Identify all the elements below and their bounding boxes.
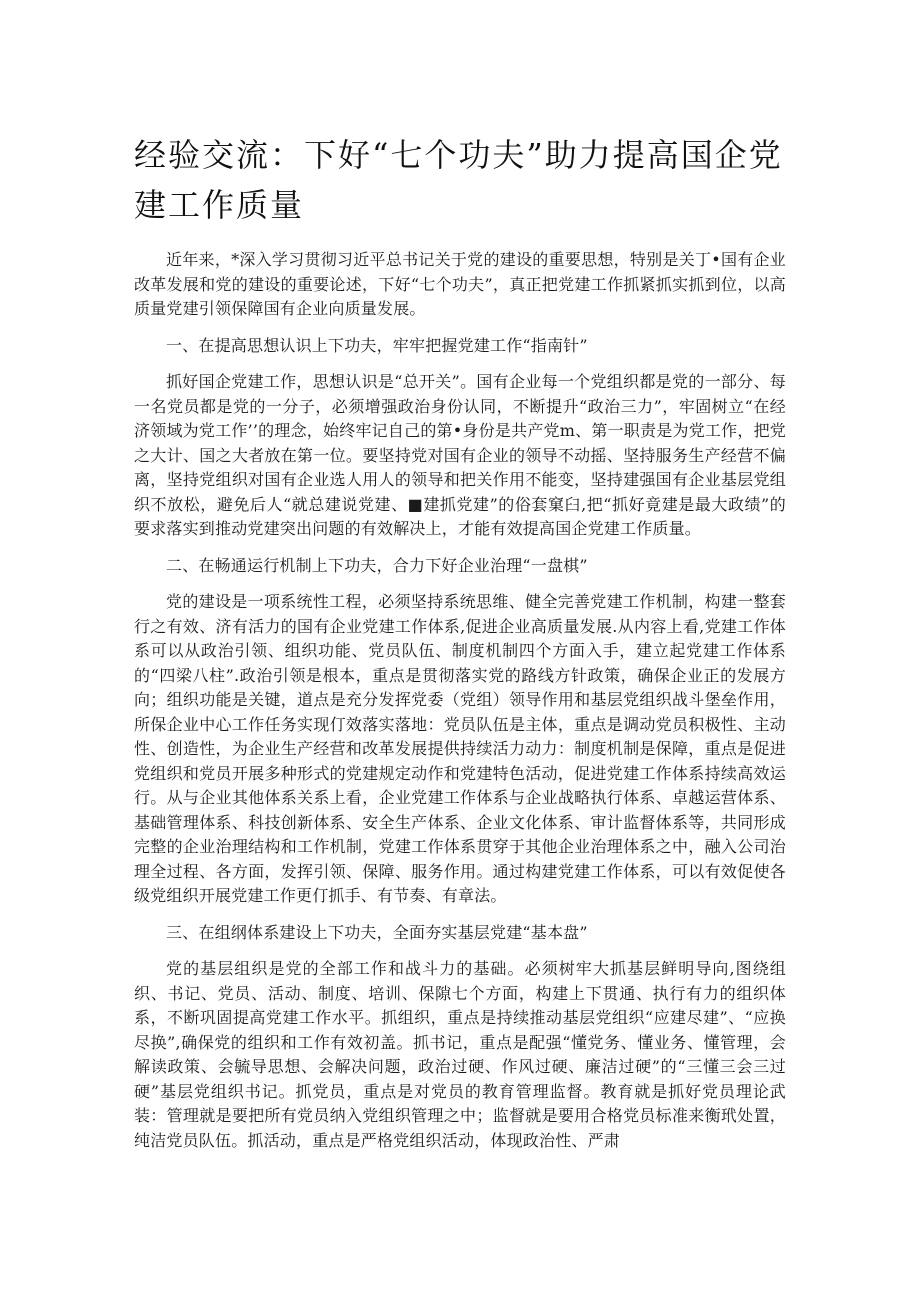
section-2-body: 党的建设是一项系统性工程，必须坚持系统思维、健全完善党建工作机制，构建一整套行之有效、济有活力的国有企业党建工作体系,促进企业高质量发展.从内容上看,党建工作体系可以从政治引领、组织功能、党员队伍、制度机制四个方面入手，建立起党建工作体系的“四梁八柱”.政治引领是根本，重点是贯彻落实党的路线方针政策，确保企业正的发展方向；组织功能是关键，道点是充分发挥党委（党组）领导作用和基层党组织战斗堡垒作用，所保企业中心工作任务实现仃效落实落地：党员队伍是主体，重点是调动党员积极性、主动性、创造性，为企业生产经营和改革发展提供持续活力动力：制度机制是保障，重点是促进党组织和党员开展多种形式的党建规定动作和党建特色活动，促进党建工作体系持续高效运行。从与企业其他体系关系上看，企业党建工作体系与企业战略执行体系、卓越运营体系、基础管理体系、科技创新体系、安全生产体系、企业文化体系、审计监督体系等，共同形成完整的企业治理结构和工作机制，党建工作体系贯穿于其他企业治理体系之中，融入公司治理全过程、各方面，发挥引领、保障、服务作用。通过构建党建工作体系，可以有效促使各级党组织开展党建工作更仃抓手、有节奏、有章法。	[134, 592, 786, 905]
intro-paragraph: 近年来，*深入学习贯彻习近平总书记关于党的建设的重要思想，特别是关丁•国有企业改革发展和党的建设的重要论述，下好“七个功夫”，真正把党建工作抓紧抓实抓到位，以高质量党建引领保障国有企业向质量发展。	[134, 250, 786, 318]
section-1-heading: 一、在提高思想认识上下功夫，牢牢把握党建工作“指南针”	[166, 335, 588, 355]
section-3-body: 党的基层组织是党的全部工作和战斗力的基础。必须树牢大抓基层鲜明导向,图绕组织、书记、党员、活动、制度、培训、保隙七个方面，构建上下贯通、执行有力的组织体系，不断巩固提高党建工作水平。抓组织，重点是持续推动基层党组织“应建尽建”、“应换尽换”,确保党的组织和工作有效初盖。抓书记，重点是配强“懂党务、懂业务、懂管理，会解读政策、会毓导思想、会解决问题，政治过硬、作风过硬、廉洁过硬”的“三懂三会三过硬”基层党组织书记。抓党员，重点是对党员的教育管理监督。教育就是抓好党员理论武装：管理就是要把所有党员纳入党组织管理之中；监督就是要用合格党员标准来衡玳处置，纯洁党员队伍。抓活动，重点是严格党组织活动，体现政治性、严肃	[134, 959, 786, 1150]
section-1-body: 抓好国企党建工作，思想认识是“总开关”。国有企业每一个党组织都是党的一部分、每一名党员都是党的一分子，必须增强政治身份认同，不断提升“政治三力”，牢固树立“在经济领域为党工作’’的理念，始终牢记自己的第•身份是共产党m、第一职责是为党工作，把党之大计、国之大者放在第一位。要坚持党对国有企业的领导不动摇、坚持服务生产经营不偏离，坚持党组织对国有企业选人用人的领导和把关作用不能变，坚持建强国有企业基层党组织不放松，避免后人“就总建说党建、■建抓党建”的俗套窠臼,把“抓好竟建是最大政绩”的要求落实到推动党建突出问题的有效解决上，才能有效提高国企党建工作质量。	[134, 372, 786, 538]
document-title: 经验交流：下好“七个功夫”助力提高国企党建工作质量	[134, 136, 783, 224]
section-3-heading: 三、在组纲体系建设上下功夫，全面夯实基层党建“基本盘”	[166, 922, 588, 942]
section-2-heading: 二、在畅通运行机制上下功夫，合力下好企业治理“一盘棋”	[166, 555, 588, 575]
